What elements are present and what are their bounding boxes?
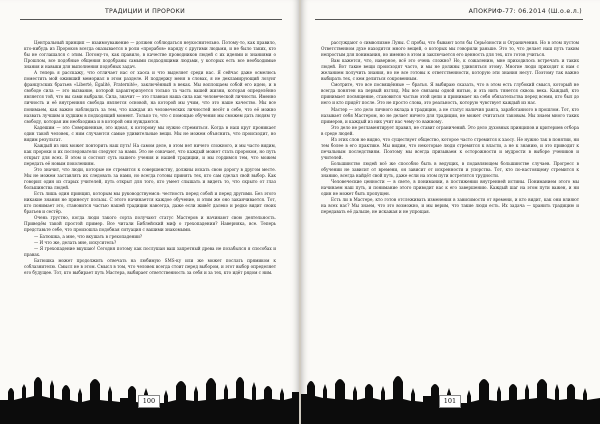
body-paragraph: Из этих слов не видно, что существует общество, которое часто стремится к хаосу. Не нужно так в понятии, ни тем более в его практике. Мы видим, что некоторые люди стремятся к власти, а не к знанию, и это приводит к печальным последствиям. Поэтому мы всегда призываем к осторожности и мудрости в выборе учеников и учителей. (321, 136, 579, 160)
body-paragraph: — Батюшка, а мне, что вкушать в грехопадении? (34, 233, 143, 239)
body-paragraph: Вам кажется, что, наверное, всё это очень сложно? Но, к сожалению, мне приходилось встречать и таких людей. Вот такие вещи происходят часто, и мы не должны удивляться этому. Многие люди приходят к нам с желанием получить знания, но не все готовы к ответственности, которую эти знания несут. Поэтому так важно выбирать тех, с кем делиться сокровенным. (321, 58, 579, 82)
body-paragraph: Батюшка может продолжить отвечать на любимую SMS-ку или же может послать прямиком к соблазнителю. Смысл не в этом. Смысл в том, что человек всегда стоит перед выбором, и этот выбор определяет его будущее. Тот, кто выбирает путь Мастера, выбирает ответственность за себя и за тех, кто идёт рядом с ним. (24, 257, 276, 275)
body-paragraph: Кадешим — это Совершенные, это идеал, к которому мы нужно стремиться. Когда в наш круг проникает один такой человек, с ним случаются самые удивительные вещи. Мы не можем объяснить, что происходит, но видим результат. (24, 124, 276, 142)
left-page-text (24, 40, 276, 358)
body-paragraph: Человеческие ценности — в свете, в понимании, в постижении внутренней истины. Пониманием этого мы начинаем наш путь, и понимание этого приводит нас к его завершению. Каждый шаг на этом пути важен, и ни один не может быть пропущен. (321, 179, 579, 197)
body-paragraph: Большинство людей всё же способно быть в ведущих, в подавляющем большинстве случаев. Прогресс в обучении не зависит от времени, он зависит от искренности и упорства. Тот, кто по-настоящему стремится к знанию, всегда найдёт свой путь, даже если на этом пути встретятся трудности. (321, 160, 579, 179)
page-number-right: 101 (439, 395, 461, 408)
body-paragraph: Мастер — это дело личного вклада в традицию, а не статус наличия ранга, заработанного в прошлом. Тот, кто называет себя Мастером, но не делает ничего для традиции, не может считаться таковым. Мы знаем много таких примеров, и каждый из них учит нас чему-то важному. (321, 106, 579, 124)
header-rule-left (20, 19, 282, 20)
body-paragraph: Смотрите, что все посвящённые — братья. Я выбираю сказать, что в этом есть глубокий смысл, который не всегда понятен на первый взгляд. Мы все связаны одной нитью, и эта нить тянется сквозь века. Каждый, кто принимает посвящение, становится частью этой цепи и принимает на себя обязательства перед всеми, кто был до него и кто придёт после. Это не просто слова, это реальность, которую чувствует каждый из нас. (321, 82, 579, 106)
body-paragraph: Очень грустно, когда люди такого сорта получают статус Мастеров и начинают свою деятельность. Приведём такой простой пример. Все читали Библейский миф о грехопадении? Наверняка, все. Теперь представьте себе, что произошла подобная ситуация с вашими знакомыми. (24, 215, 276, 233)
right-page-text (321, 40, 579, 358)
body-paragraph: А теперь я расскажу, что отличает нас от хаоса и что выделяет среди нас. Я сейчас даже осмелюсь поместить мой оживший мемориал в этом разделе. И поддержу меня в словах, я не декламирующий лозунг французских братьев «Liberté, Égalité, Fraternité», заключённый в веках. Мы воплощаем собой его идею, и в свободе сила — это вызвание, которой характеризуется только та часть вашей жизни, которая определённо является той, что вы сами выбрали. Сила, значит — это главная наша сила как человеческой личности. Именно личность и её внутренняя свобода является основой, на которой мы учим, что это наше качество. Мы все понимаем, как важно наблюдать за тем, что каждая из человеческих личностей несёт в себе, что её можно назвать лучшим и худшим в подходящий момент. Только то, что с помощью обучения мы сможем дать людям ту свободу, которая им необходима и в которой они нуждаются. (24, 70, 276, 124)
running-head-right: АПОКРИФ-77: 06.2014 (Ш.о.е.л.) (468, 8, 582, 15)
body-paragraph: — И что же, делать мне, искуситель? (34, 239, 117, 245)
body-paragraph: рассуждают о символизме Луны. С пробы, что бывают хотя бы Серьёзности и Ограничения. Но в этом пустом Ответственном духе находится много вещей, о которых мы говорили раньше. Это то, что делает наш путь таким непростым для понимания, но именно в этом и заключается его ценность для тех, кто готов учиться. (321, 40, 579, 58)
page-number-left: 100 (138, 395, 160, 408)
body-paragraph: Центральный принцип — взаимоуважение — должен соблюдаться неукоснительно. Потому-то, как правило, кто-нибудь из Пророков всегда оказывается в роли «прорабов» наряду с другими людьми, и не было таких, кто бы не соглашался с этим. Потому-то, как правило, в качестве проводников людей с их идеями и знаниями о Прошлом, все подобные общения подобраны самыми подходящими людьми, у которых есть все необходимые знания и навыки для выполнения подобных задач. (24, 40, 276, 70)
city-skyline-illustration-right (301, 354, 600, 424)
running-head-left: ТРАДИЦИИ И ПРОРОКИ (104, 8, 186, 15)
city-skyline-illustration-left (0, 354, 299, 424)
body-paragraph: — Я грехопадение вкушаю! Сегодня потому как послушан ваш запретный древа не позабылся я способах и правах. (24, 245, 276, 257)
left-page (0, 0, 299, 424)
right-page (301, 0, 600, 424)
body-paragraph: Это дело не регламентирует правил, не ставит ограничений. Это дело духовных принципов и критериев отбора в среде людей. (321, 124, 579, 136)
header-rule-right (315, 19, 583, 20)
body-paragraph: Каждый из них может повторить наш путь! На самом деле, в этом нет ничего сложного, и мы часто видим, как пророки и их последователи следуют за нами. Это не означает, что каждый может стать пророком, но путь открыт для всех. В этом и состоит суть нашего учения и нашей традиции, и мы гордимся тем, что можем передать её новым поколениям. (24, 142, 276, 166)
body-paragraph: Есть ли в Мастере, кто готов отслеживать изменения в зависимости от времени, и кто видит, как они влияют на всех нас? Мы знаем, что это возможно, и мы верим, что такие люди есть. Их задача — хранить традицию и передавать её дальше, не искажая и не упрощая. (321, 197, 579, 215)
body-paragraph: Это значит, что люди, которые не стремятся к совершенству, должны искать свою дорогу в другом месте. Мы не можем заставлять их следовать за нами, но всегда готовы принять тех, кто сам сделал свой выбор. Как говорил один из старых учителей, путь открыт для того, кто умеет слышать и видеть то, что скрыто от глаз большинства людей. (24, 166, 276, 191)
body-paragraph: Есть лишь один принцип, которым мы руководствуемся: честность перед собой и перед другими. Без этого никакие знания не принесут пользы. С этого начинается каждое обучение, и этим же оно заканчивается. Тот, кто понимает это, становится частью нашей традиции навсегда, даже если живёт далеко и редко видит своих братьев и сестёр. (24, 191, 276, 215)
